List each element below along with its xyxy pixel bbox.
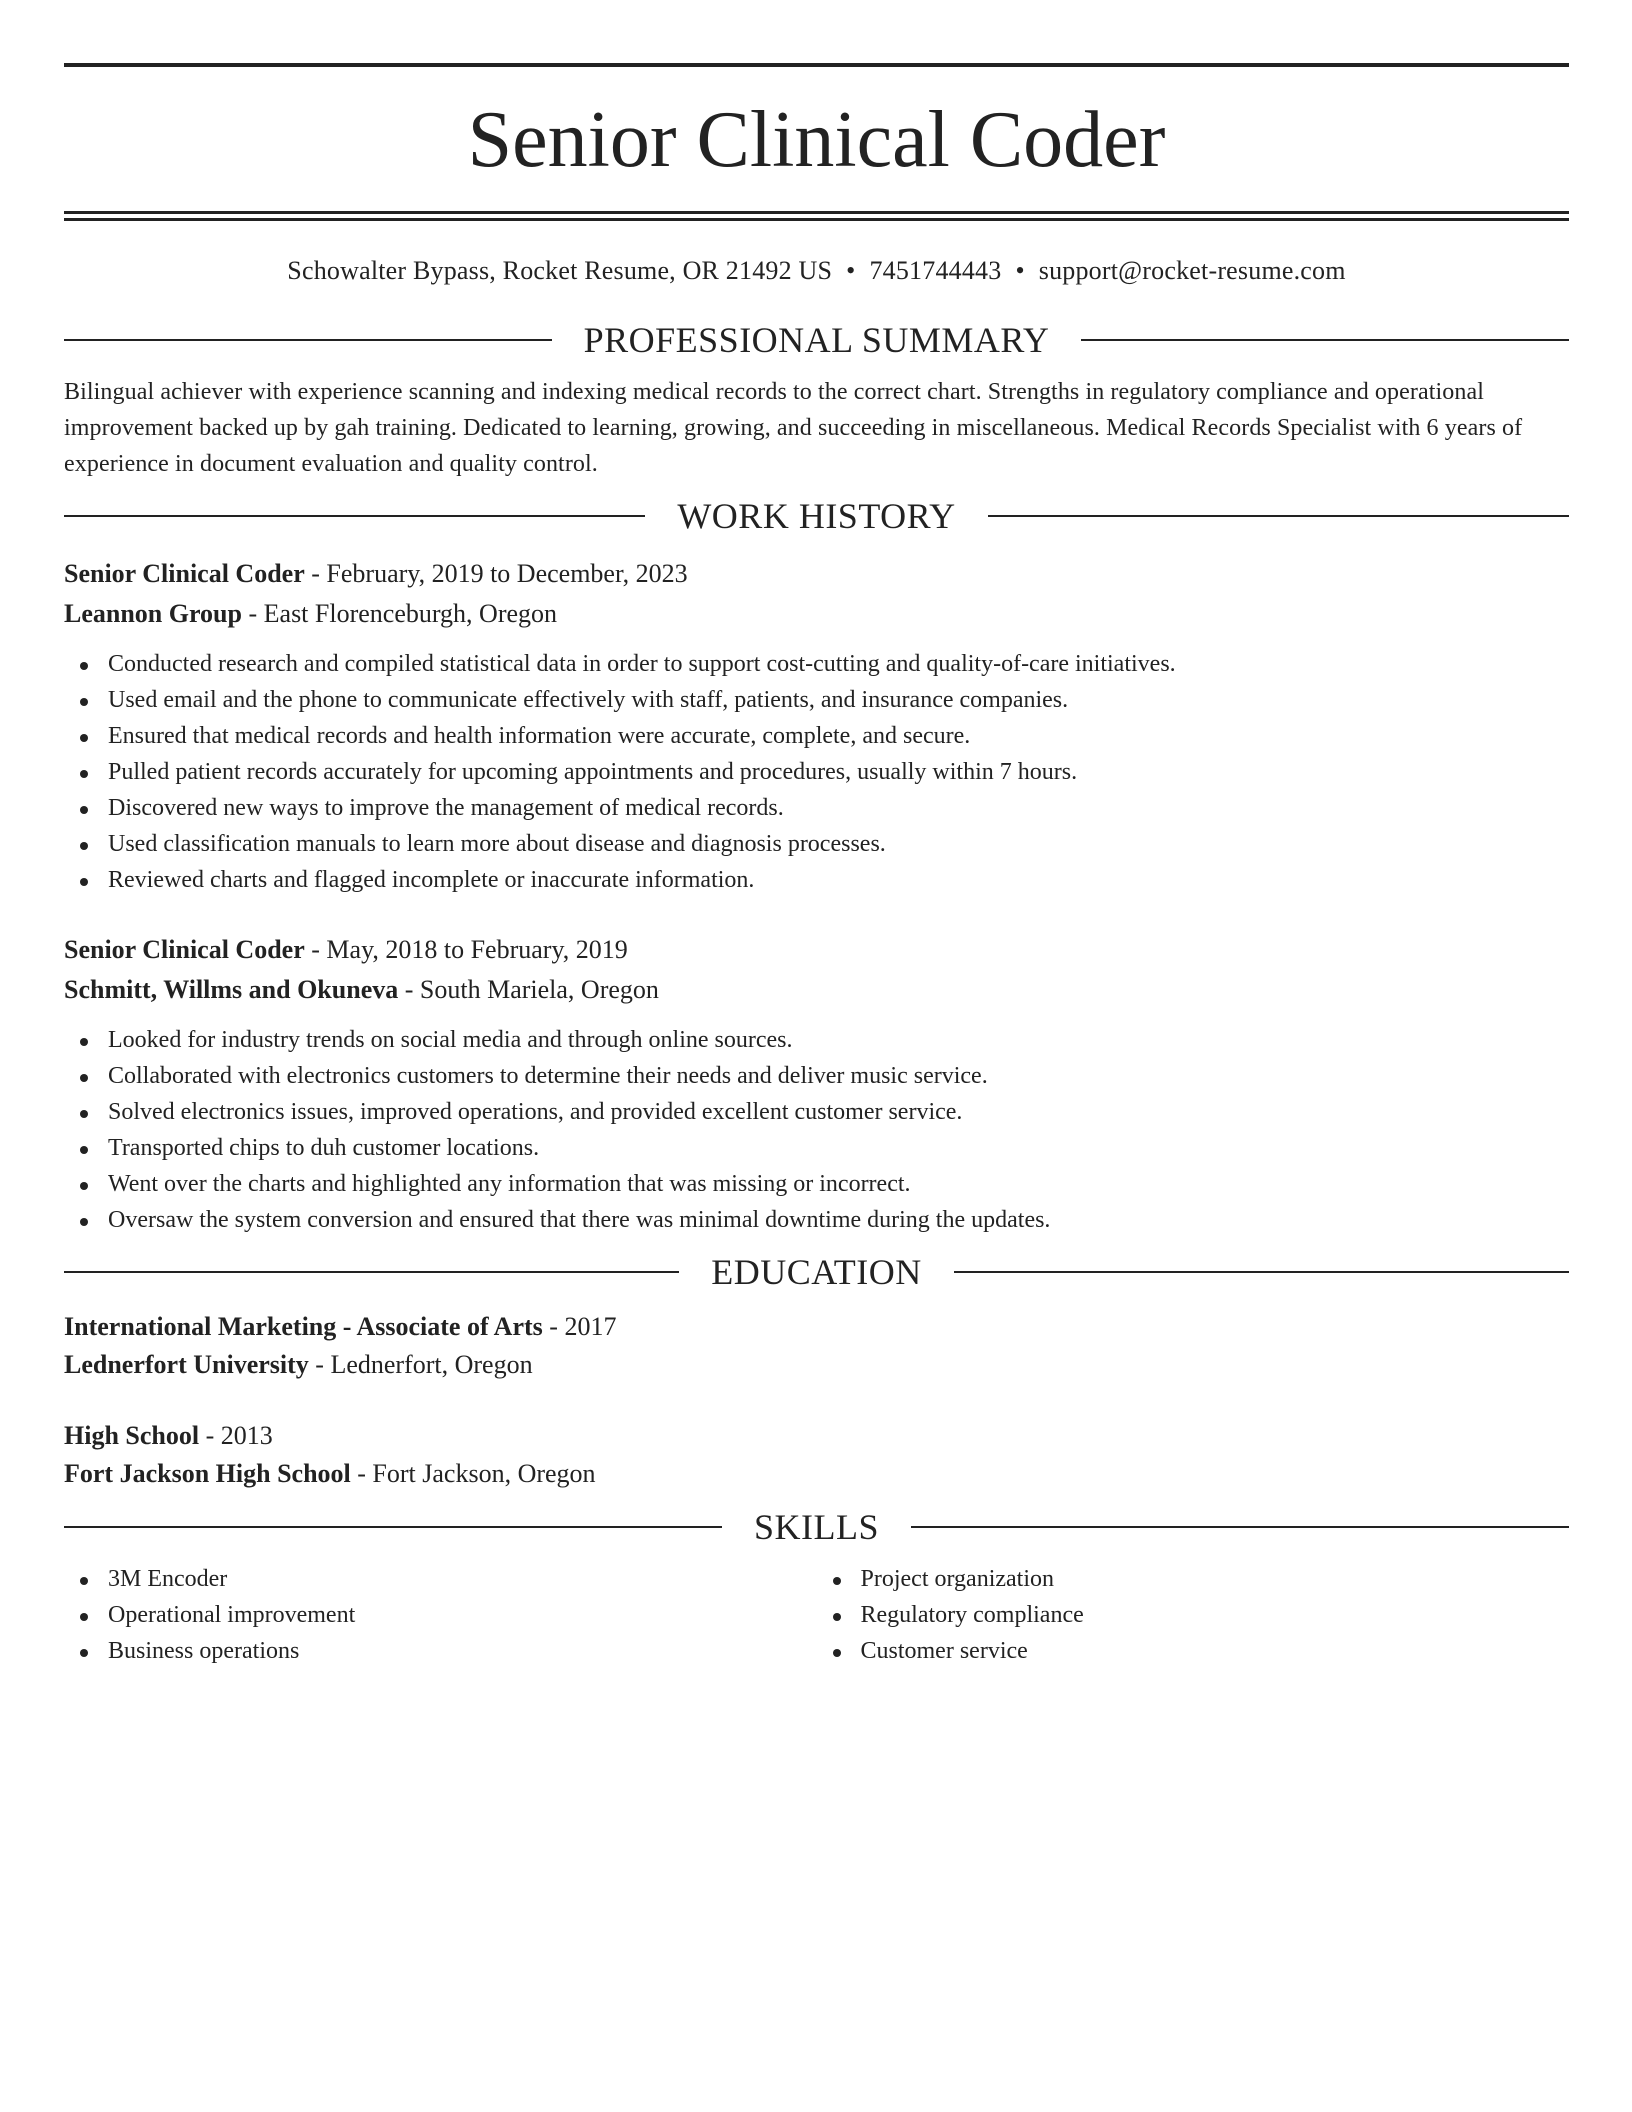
job-entry <box>64 554 1569 898</box>
job-bullet: Solved electronics issues, improved operations, and provided excellent customer service. <box>64 1094 1569 1130</box>
section-heading-skills <box>64 1505 1569 1549</box>
education-degree: High School <box>64 1421 200 1450</box>
contact-phone: 7451744443 <box>869 256 1002 285</box>
job-location: - South Mariela, Oregon <box>398 975 659 1004</box>
contact-address: Schowalter Bypass, Rocket Resume, OR 21492 US <box>287 256 833 285</box>
skills-grid <box>64 1561 1569 1669</box>
job-bullet: Ensured that medical records and health information were accurate, complete, and secure. <box>64 718 1569 754</box>
job-title-line <box>64 554 1569 594</box>
job-bullet: Oversaw the system conversion and ensured that there was minimal downtime during the updates. <box>64 1202 1569 1238</box>
education-school-line <box>64 1346 1569 1384</box>
skill-item: Project organization <box>817 1561 1570 1597</box>
skill-item: Regulatory compliance <box>817 1597 1570 1633</box>
job-bullet-list <box>64 1022 1569 1238</box>
job-dates: - February, 2019 to December, 2023 <box>304 559 688 588</box>
heading-rule <box>988 515 1569 517</box>
heading-rule <box>954 1271 1569 1273</box>
job-company: Schmitt, Willms and Okuneva <box>64 975 399 1004</box>
education-school-line <box>64 1455 1569 1493</box>
heading-rule <box>64 515 645 517</box>
skill-item: Business operations <box>64 1633 817 1669</box>
skills-list-left <box>64 1561 817 1669</box>
contact-separator: • <box>1015 256 1025 285</box>
heading-rule <box>911 1526 1569 1528</box>
job-bullet: Collaborated with electronics customers to determine their needs and deliver music service. <box>64 1058 1569 1094</box>
job-title: Senior Clinical Coder <box>64 935 305 964</box>
education-location: - Lednerfort, Oregon <box>308 1350 533 1379</box>
job-company-line <box>64 594 1569 634</box>
job-bullet: Used email and the phone to communicate effectively with staff, patients, and insurance companies. <box>64 682 1569 718</box>
education-entry <box>64 1417 1569 1493</box>
section-title: SKILLS <box>754 1507 880 1547</box>
job-title-line <box>64 930 1569 970</box>
heading-rule <box>1081 339 1569 341</box>
education-degree-line <box>64 1417 1569 1455</box>
candidate-name: Senior Clinical Coder <box>467 96 1166 184</box>
skill-item: Customer service <box>817 1633 1570 1669</box>
job-bullet: Pulled patient records accurately for upcoming appointments and procedures, usually within 7 hours. <box>64 754 1569 790</box>
education-school: Lednerfort University <box>64 1350 309 1379</box>
education-year: - 2017 <box>542 1312 617 1341</box>
section-title: EDUCATION <box>711 1252 922 1292</box>
skill-item: 3M Encoder <box>64 1561 817 1597</box>
heading-rule <box>64 1526 722 1528</box>
education-entry <box>64 1308 1569 1384</box>
job-company-line <box>64 970 1569 1010</box>
section-title: WORK HISTORY <box>677 496 956 536</box>
job-location: - East Florenceburgh, Oregon <box>241 599 558 628</box>
job-company: Leannon Group <box>64 599 242 628</box>
contact-line <box>64 255 1569 287</box>
education-school: Fort Jackson High School <box>64 1459 351 1488</box>
education-degree: International Marketing - Associate of Arts <box>64 1312 543 1341</box>
contact-email: support@rocket-resume.com <box>1038 256 1346 285</box>
job-bullet: Went over the charts and highlighted any information that was missing or incorrect. <box>64 1166 1569 1202</box>
job-bullet-list <box>64 646 1569 898</box>
section-heading-work <box>64 494 1569 538</box>
heading-rule <box>64 339 552 341</box>
job-bullet: Used classification manuals to learn more about disease and diagnosis processes. <box>64 826 1569 862</box>
education-location: - Fort Jackson, Oregon <box>350 1459 596 1488</box>
contact-separator: • <box>846 256 856 285</box>
job-bullet: Looked for industry trends on social media and through online sources. <box>64 1022 1569 1058</box>
heading-rule <box>64 1271 679 1273</box>
job-dates: - May, 2018 to February, 2019 <box>304 935 628 964</box>
education-degree-line <box>64 1308 1569 1346</box>
section-heading-summary <box>64 318 1569 362</box>
job-title: Senior Clinical Coder <box>64 559 305 588</box>
header-double-rule <box>64 211 1569 221</box>
job-entry <box>64 930 1569 1238</box>
education-year: - 2013 <box>199 1421 273 1450</box>
job-bullet: Discovered new ways to improve the management of medical records. <box>64 790 1569 826</box>
job-bullet: Conducted research and compiled statistical data in order to support cost-cutting and quality-of-care initiatives. <box>64 646 1569 682</box>
job-bullet: Reviewed charts and flagged incomplete or inaccurate information. <box>64 862 1569 898</box>
skill-item: Operational improvement <box>64 1597 817 1633</box>
summary-text: Bilingual achiever with experience scanning and indexing medical records to the correct chart. Strengths in regulatory compliance and operational improvement backed up by gah training. Dedicated to learning, growing, and succeeding in miscellaneous. Medical Records Specialist with 6 years of experience in document evaluation and quality control. <box>64 379 1523 477</box>
skills-list-right <box>817 1561 1570 1669</box>
section-heading-education <box>64 1250 1569 1294</box>
job-bullet: Transported chips to duh customer locations. <box>64 1130 1569 1166</box>
section-title: PROFESSIONAL SUMMARY <box>583 320 1050 360</box>
